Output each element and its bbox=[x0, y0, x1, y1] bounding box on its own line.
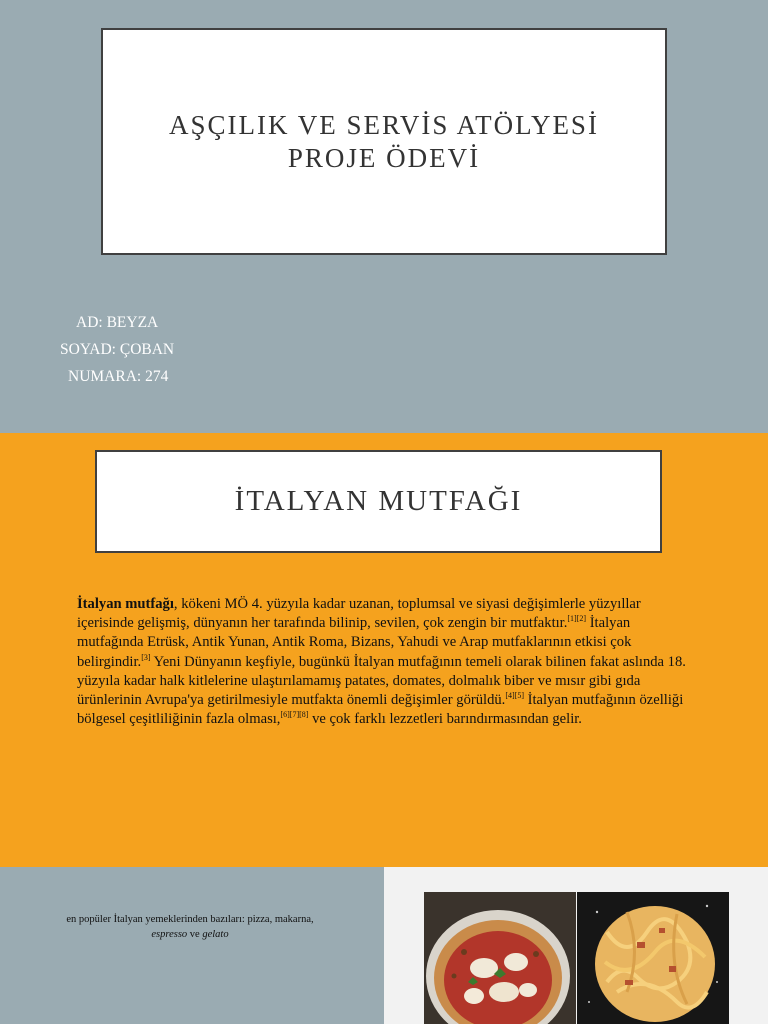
heading-box bbox=[95, 450, 662, 553]
para-bold-term: İtalyan mutfağı bbox=[77, 596, 174, 612]
student-surname: SOYAD: ÇOBAN bbox=[60, 341, 175, 358]
caption-ve: ve bbox=[187, 929, 203, 940]
reference-4[interactable]: [6][7][8] bbox=[280, 710, 309, 720]
caption-line-2 bbox=[40, 927, 340, 942]
pasta-photo bbox=[577, 892, 729, 1024]
title-box bbox=[101, 28, 667, 255]
popular-dishes-slide bbox=[0, 867, 768, 1024]
italian-cuisine-slide bbox=[0, 433, 768, 867]
para-text-4: İtalyan mutfağının özelliği bölgesel çeşitliliğinin fazla olması, bbox=[77, 692, 684, 728]
student-number: NUMARA: 274 bbox=[68, 368, 169, 385]
dishes-caption bbox=[40, 912, 340, 942]
slide-heading: İTALYAN MUTFAĞI bbox=[234, 485, 523, 517]
para-text-2: İtalyan mutfağında Etrüsk, Antik Yunan, Antik Roma, Bizans, Yahudi ve Arap mutfaklarının etkisi çok belirgindir. bbox=[77, 615, 632, 670]
para-text-5: ve çok farklı lezzetleri barındırmasından gelir. bbox=[308, 711, 582, 728]
reference-3[interactable]: [4][5] bbox=[505, 691, 524, 701]
reference-1[interactable]: [1][2] bbox=[567, 614, 587, 624]
title-slide bbox=[0, 0, 768, 433]
para-text-1: , kökeni MÖ 4. yüzyıla kadar uzanan, toplumsal ve siyasi değişimlerle yüzyıllar içerisinde gelişmiş, dünyanın her tarafında bilinip, sevilen, çok zengin bir mutfaktır. bbox=[77, 596, 641, 632]
photo-panel bbox=[384, 867, 768, 1024]
caption-espresso: espresso bbox=[151, 929, 188, 940]
body-paragraph bbox=[77, 595, 697, 729]
student-name: AD: BEYZA bbox=[76, 314, 159, 331]
reference-2[interactable]: [3] bbox=[141, 652, 151, 662]
title-line-1: AŞÇILIK VE SERVİS ATÖLYESİ bbox=[169, 109, 599, 140]
pizza-photo bbox=[424, 892, 576, 1024]
title-line-2: PROJE ÖDEVİ bbox=[287, 142, 481, 173]
caption-gelato: gelato bbox=[202, 929, 229, 940]
para-text-3: Yeni Dünyanın keşfiyle, bugünkü İtalyan mutfağının temeli olarak bilinen fakat aslında 18. yüzyıla kadar halk kitlelerine ulaştırılamamış patates, domates, dolmalık biber ve mısır gibi gıda ürünlerinin Avrupa'ya getirilmesiyle mutfakta önemli değişimler görüldü. bbox=[77, 653, 686, 709]
caption-line-1: en popüler İtalyan yemeklerinden bazıları: pizza, makarna, bbox=[66, 914, 314, 925]
